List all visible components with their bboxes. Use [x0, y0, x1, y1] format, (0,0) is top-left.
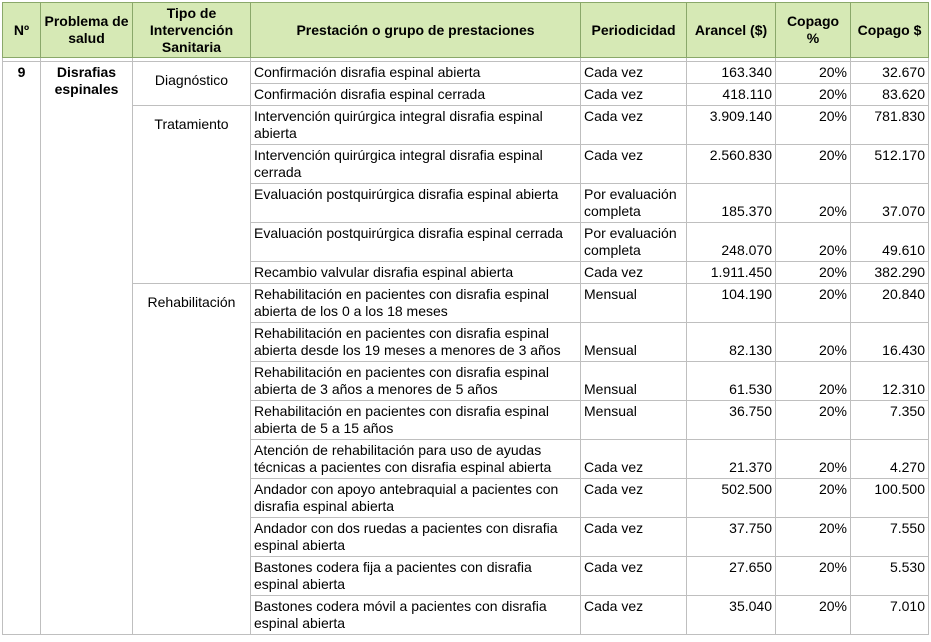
cell-periodicidad: Cada vez [581, 145, 687, 184]
cell-copago-amt: 781.830 [851, 106, 929, 145]
cell-periodicidad: Por evaluación completa [581, 184, 687, 223]
cell-arancel: 163.340 [687, 62, 776, 84]
cell-arancel: 27.650 [687, 557, 776, 596]
cell-periodicidad: Por evaluación completa [581, 223, 687, 262]
cell-arancel: 502.500 [687, 479, 776, 518]
header-tipo: Tipo de Intervención Sanitaria [133, 3, 251, 58]
cell-arancel: 418.110 [687, 84, 776, 106]
cell-prestacion: Andador con apoyo antebraquial a pacientes con disrafia espinal abierta [251, 479, 581, 518]
header-arancel: Arancel ($) [687, 3, 776, 58]
cell-copago-amt: 16.430 [851, 323, 929, 362]
header-copago-amt: Copago $ [851, 3, 929, 58]
cell-copago-amt: 20.840 [851, 284, 929, 323]
cell-periodicidad: Cada vez [581, 106, 687, 145]
header-problema: Problema de salud [41, 3, 133, 58]
cell-periodicidad: Mensual [581, 362, 687, 401]
cell-arancel: 35.040 [687, 596, 776, 635]
cell-prestacion: Evaluación postquirúrgica disrafia espinal cerrada [251, 223, 581, 262]
cell-prestacion: Intervención quirúrgica integral disrafia espinal abierta [251, 106, 581, 145]
cell-copago-pct: 20% [776, 106, 851, 145]
cell-prestacion: Intervención quirúrgica integral disrafia espinal cerrada [251, 145, 581, 184]
cell-periodicidad: Mensual [581, 323, 687, 362]
cell-tipo-rehabilitacion: Rehabilitación [133, 284, 251, 635]
cell-copago-amt: 7.350 [851, 401, 929, 440]
cell-prestacion: Rehabilitación en pacientes con disrafia espinal abierta de 3 años a menores de 5 años [251, 362, 581, 401]
cell-copago-pct: 20% [776, 440, 851, 479]
cell-copago-amt: 382.290 [851, 262, 929, 284]
cell-arancel: 2.560.830 [687, 145, 776, 184]
cell-periodicidad: Cada vez [581, 557, 687, 596]
cell-prestacion: Andador con dos ruedas a pacientes con disrafia espinal abierta [251, 518, 581, 557]
cell-copago-pct: 20% [776, 84, 851, 106]
cell-arancel: 82.130 [687, 323, 776, 362]
cell-copago-amt: 12.310 [851, 362, 929, 401]
table-row [3, 106, 929, 145]
cell-tipo-tratamiento: Tratamiento [133, 106, 251, 284]
cell-periodicidad: Mensual [581, 401, 687, 440]
header-copago-pct: Copago % [776, 3, 851, 58]
cell-prestacion: Atención de rehabilitación para uso de ayudas técnicas a pacientes con disrafia espinal abierta [251, 440, 581, 479]
cell-prestacion: Bastones codera fija a pacientes con disrafia espinal abierta [251, 557, 581, 596]
cell-number: 9 [3, 62, 41, 635]
cell-arancel: 1.911.450 [687, 262, 776, 284]
cell-copago-amt: 37.070 [851, 184, 929, 223]
cell-copago-pct: 20% [776, 362, 851, 401]
cell-copago-amt: 4.270 [851, 440, 929, 479]
cell-prestacion: Evaluación postquirúrgica disrafia espinal abierta [251, 184, 581, 223]
cell-prestacion: Rehabilitación en pacientes con disrafia espinal abierta de 5 a 15 años [251, 401, 581, 440]
cell-copago-amt: 49.610 [851, 223, 929, 262]
cell-copago-pct: 20% [776, 62, 851, 84]
header-row [3, 3, 929, 58]
cell-copago-pct: 20% [776, 401, 851, 440]
cell-arancel: 21.370 [687, 440, 776, 479]
cell-copago-pct: 20% [776, 262, 851, 284]
cell-periodicidad: Cada vez [581, 596, 687, 635]
cell-prestacion: Confirmación disrafia espinal abierta [251, 62, 581, 84]
cell-copago-pct: 20% [776, 518, 851, 557]
table-row [3, 62, 929, 84]
cell-arancel: 185.370 [687, 184, 776, 223]
cell-copago-pct: 20% [776, 223, 851, 262]
cell-copago-pct: 20% [776, 323, 851, 362]
cell-periodicidad: Mensual [581, 284, 687, 323]
cell-copago-amt: 512.170 [851, 145, 929, 184]
cell-prestacion: Confirmación disrafia espinal cerrada [251, 84, 581, 106]
cell-copago-pct: 20% [776, 557, 851, 596]
cell-periodicidad: Cada vez [581, 262, 687, 284]
cell-prestacion: Rehabilitación en pacientes con disrafia espinal abierta desde los 19 meses a menores de 3 años [251, 323, 581, 362]
cell-arancel: 248.070 [687, 223, 776, 262]
cell-periodicidad: Cada vez [581, 518, 687, 557]
cell-copago-amt: 100.500 [851, 479, 929, 518]
cell-arancel: 3.909.140 [687, 106, 776, 145]
cell-copago-pct: 20% [776, 284, 851, 323]
tariff-table [2, 2, 929, 635]
cell-arancel: 36.750 [687, 401, 776, 440]
cell-copago-pct: 20% [776, 184, 851, 223]
cell-prestacion: Recambio valvular disrafia espinal abierta [251, 262, 581, 284]
cell-copago-amt: 7.550 [851, 518, 929, 557]
cell-copago-amt: 83.620 [851, 84, 929, 106]
cell-problema: Disrafias espinales [41, 62, 133, 635]
cell-periodicidad: Cada vez [581, 440, 687, 479]
cell-copago-pct: 20% [776, 145, 851, 184]
cell-tipo-diagnostico: Diagnóstico [133, 62, 251, 106]
cell-arancel: 104.190 [687, 284, 776, 323]
header-n: Nº [3, 3, 41, 58]
cell-arancel: 61.530 [687, 362, 776, 401]
cell-prestacion: Rehabilitación en pacientes con disrafia espinal abierta de los 0 a los 18 meses [251, 284, 581, 323]
cell-copago-pct: 20% [776, 596, 851, 635]
cell-copago-amt: 32.670 [851, 62, 929, 84]
cell-copago-pct: 20% [776, 479, 851, 518]
header-periodicidad: Periodicidad [581, 3, 687, 58]
cell-periodicidad: Cada vez [581, 62, 687, 84]
cell-prestacion: Bastones codera móvil a pacientes con disrafia espinal abierta [251, 596, 581, 635]
cell-copago-amt: 5.530 [851, 557, 929, 596]
table-row [3, 284, 929, 323]
cell-periodicidad: Cada vez [581, 84, 687, 106]
header-prestacion: Prestación o grupo de prestaciones [251, 3, 581, 58]
cell-arancel: 37.750 [687, 518, 776, 557]
cell-periodicidad: Cada vez [581, 479, 687, 518]
cell-copago-amt: 7.010 [851, 596, 929, 635]
